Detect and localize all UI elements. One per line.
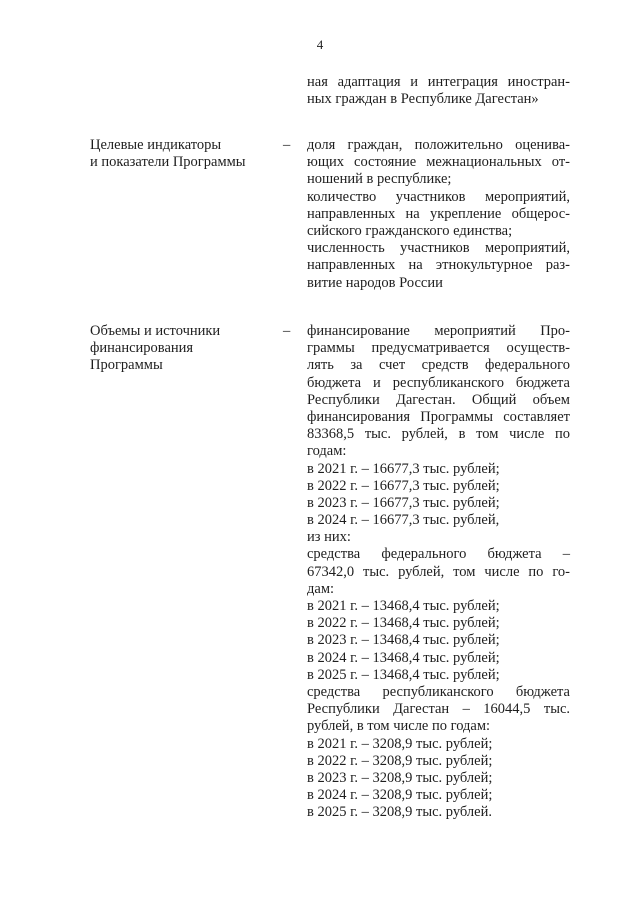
funding-text-line: в 2023 г. – 13468,4 тыс. рублей; (307, 632, 500, 649)
funding-text-line: средства федерального бюджета – (307, 546, 570, 563)
funding-label-line: финансирования (90, 340, 194, 357)
indicators-text-line: количество участников мероприятий, (307, 188, 570, 205)
indicators-text-line: численность участников мероприятий, (307, 240, 570, 257)
funding-text-line: в 2024 г. – 13468,4 тыс. рублей; (307, 649, 500, 666)
funding-text-line: в 2021 г. – 3208,9 тыс. рублей; (307, 735, 493, 752)
indicators-text-line: витие народов России (307, 274, 443, 291)
funding-text-line: Республики Дагестан. Общий объем (307, 391, 570, 408)
funding-text-line: рублей, в том числе по годам: (307, 718, 491, 735)
continuation-text-line: ная адаптация и интеграция иностран- (307, 74, 570, 90)
indicators-label (90, 137, 275, 171)
funding-text-line: в 2025 г. – 3208,9 тыс. рублей. (307, 804, 492, 821)
funding-text-line: бюджета и республиканского бюджета (307, 374, 570, 391)
funding-text-line: в 2022 г. – 13468,4 тыс. рублей; (307, 615, 500, 632)
funding-text-line: в 2021 г. – 13468,4 тыс. рублей; (307, 598, 500, 614)
continuation-text-line: ных граждан в Республике Дагестан» (307, 91, 539, 108)
indicators-label-line: Целевые индикаторы (90, 137, 222, 153)
indicators-text-line: доля граждан, положительно оценива- (307, 137, 570, 153)
funding-label-line: Объемы и источники (90, 323, 221, 339)
indicators-text-line: направленных на этнокультурное раз- (307, 257, 570, 274)
indicators-text-line: сийского гражданского единства; (307, 222, 513, 239)
funding-text-line: финансирования Программы составляет (307, 408, 570, 425)
continuation-text (307, 74, 570, 108)
funding-text-line: в 2025 г. – 13468,4 тыс. рублей; (307, 666, 500, 683)
funding-text-line: годам: (307, 443, 347, 460)
indicators-text-line: ношений в республике; (307, 171, 452, 188)
indicators-text-line: ющих состояние межнациональных от- (307, 154, 570, 171)
funding-label-line: Программы (90, 357, 163, 374)
funding-text-line: Республики Дагестан – 16044,5 тыс. (307, 701, 570, 718)
funding-text-line: лять за счет средств федерального (307, 357, 570, 374)
funding-text-line: в 2022 г. – 16677,3 тыс. рублей; (307, 477, 500, 494)
funding-text-line: из них: (307, 529, 351, 546)
funding-text-line: в 2023 г. – 3208,9 тыс. рублей; (307, 769, 493, 786)
funding-text-line: в 2021 г. – 16677,3 тыс. рублей; (307, 460, 500, 477)
funding-text-line: средства республиканского бюджета (307, 683, 570, 700)
indicators-text (307, 137, 570, 292)
funding-text-line: 67342,0 тыс. рублей, том числе по го- (307, 563, 570, 580)
funding-text-line: в 2022 г. – 3208,9 тыс. рублей; (307, 752, 493, 769)
funding-text-line: в 2024 г. – 3208,9 тыс. рублей; (307, 787, 493, 804)
funding-dash: – (283, 323, 291, 339)
indicators-dash: – (283, 137, 291, 153)
funding-text-line: граммы предусматривается осуществ- (307, 340, 570, 357)
funding-text (307, 323, 570, 821)
funding-text-line: 83368,5 тыс. рублей, в том числе по (307, 426, 570, 443)
indicators-label-line: и показатели Программы (90, 154, 246, 171)
funding-text-line: финансирование мероприятий Про- (307, 323, 570, 339)
funding-text-line: в 2024 г. – 16677,3 тыс. рублей, (307, 512, 500, 529)
funding-text-line: в 2023 г. – 16677,3 тыс. рублей; (307, 494, 500, 511)
funding-label (90, 323, 275, 375)
indicators-text-line: направленных на укрепление общерос- (307, 205, 570, 222)
page-number: 4 (316, 37, 324, 52)
funding-text-line: дам: (307, 580, 335, 597)
